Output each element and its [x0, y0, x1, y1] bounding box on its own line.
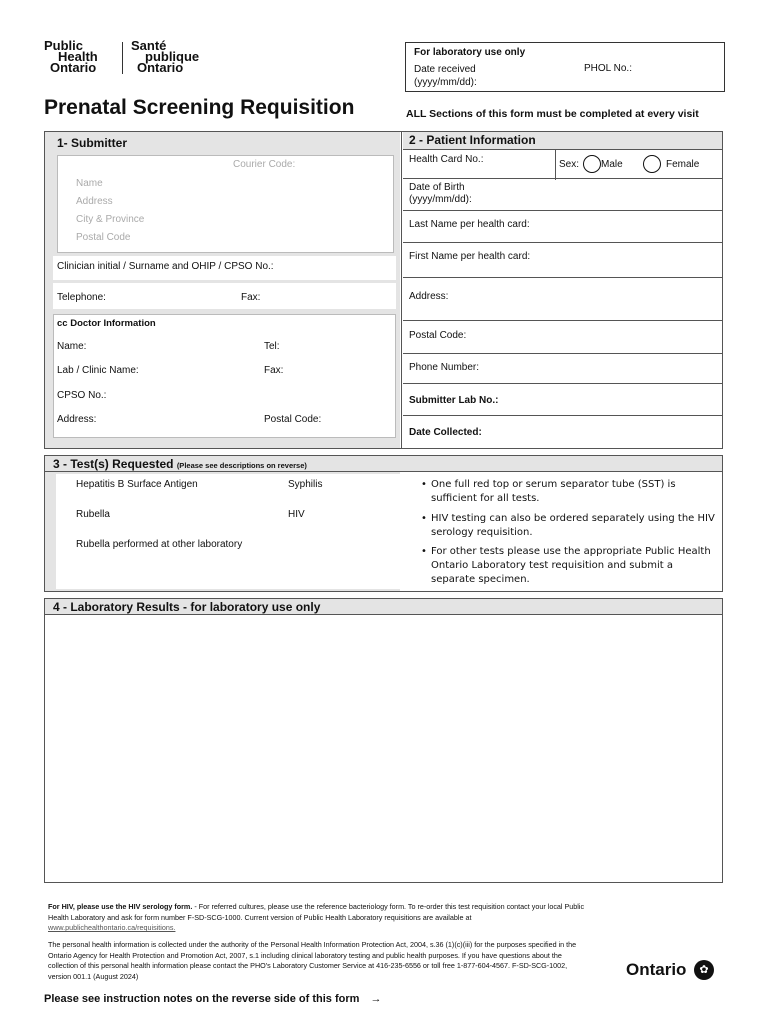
trillium-icon: ✿: [694, 960, 714, 980]
test-hepatitis-b[interactable]: Hepatitis B Surface Antigen: [76, 479, 198, 490]
note-bullet-3: [421, 545, 716, 587]
test-rubella-other-lab[interactable]: Rubella performed at other laboratory: [76, 539, 243, 550]
health-card-row: [403, 149, 723, 179]
last-name-label: Last Name per health card:: [409, 219, 530, 230]
telephone-field[interactable]: Telephone:: [57, 292, 106, 303]
submitter-lab-row[interactable]: [403, 384, 723, 416]
logo-text: Health: [58, 49, 98, 64]
dob-text: Date of Birth: [409, 182, 465, 193]
bullet-icon: •: [421, 513, 427, 524]
section3-title-text: 3 - Test(s) Requested: [53, 457, 174, 471]
address-row[interactable]: [403, 278, 723, 321]
reverse-side-note: [44, 993, 382, 1005]
health-card-field[interactable]: Health Card No.:: [409, 154, 484, 165]
arrow-right-icon: →: [370, 993, 382, 1005]
note-text: One full red top or serum separator tube (SST) is sufficient for all tests.: [431, 479, 676, 504]
female-radio[interactable]: [643, 155, 661, 173]
section2-title: 2 - Patient Information: [409, 133, 536, 147]
cc-postal-field[interactable]: Postal Code:: [264, 414, 322, 425]
cc-name-field[interactable]: Name:: [57, 341, 87, 352]
test-syphilis[interactable]: Syphilis: [288, 479, 323, 490]
address-placeholder: Address: [76, 196, 113, 207]
postal-row[interactable]: [403, 321, 723, 354]
telephone-fax-row: [53, 283, 396, 309]
date-collected-label: Date Collected:: [409, 427, 482, 438]
note-bullet-2: [421, 512, 716, 540]
city-province-placeholder: City & Province: [76, 214, 145, 225]
reverse-side-text: Please see instruction notes on the reverse side of this form: [44, 993, 360, 1005]
test-hiv[interactable]: HIV: [288, 509, 305, 520]
courier-code-placeholder: Courier Code:: [233, 159, 296, 170]
pho-logo-french: [131, 40, 199, 73]
submitter-lab-label: Submitter Lab No.:: [409, 395, 499, 406]
clinician-field[interactable]: [53, 256, 396, 280]
note-bullet-1: [421, 478, 716, 506]
logo-text: Santé: [131, 38, 167, 53]
logo-divider: [122, 42, 123, 74]
lab-use-title: For laboratory use only: [414, 47, 526, 58]
section3-header: [44, 455, 723, 472]
cc-cpso-field[interactable]: CPSO No.:: [57, 390, 107, 401]
cc-lab-clinic-field[interactable]: Lab / Clinic Name:: [57, 365, 139, 376]
cc-doctor-title: cc Doctor Information: [57, 318, 156, 329]
clinician-label: Clinician initial / Surname and OHIP / CPSO No.:: [57, 261, 274, 272]
section4-title: 4 - Laboratory Results - for laboratory use only: [53, 600, 321, 614]
sex-label: Sex:: [559, 159, 580, 170]
tests-list: [56, 474, 400, 589]
section3-note: (Please see descriptions on reverse): [176, 461, 307, 470]
pho-logo-english: [44, 40, 98, 73]
all-sections-notice: ALL Sections of this form must be completed at every visit: [406, 108, 699, 120]
date-received-label: Date received: [414, 64, 476, 75]
postal-label: Postal Code:: [409, 330, 467, 341]
footer-paragraph-1: [48, 902, 588, 934]
cc-fax-field[interactable]: Fax:: [264, 365, 284, 376]
dob-format: (yyyy/mm/dd):: [409, 194, 472, 205]
first-name-label: First Name per health card:: [409, 251, 531, 262]
section1-title: 1- Submitter: [57, 136, 128, 150]
cc-doctor-box: [53, 314, 396, 438]
section4-header: [44, 598, 723, 615]
submitter-address-box[interactable]: [57, 155, 394, 253]
logo-text: Ontario: [50, 60, 97, 75]
divider: [555, 150, 556, 180]
dob-label: [409, 182, 472, 206]
date-collected-row[interactable]: [403, 416, 723, 448]
female-label: Female: [666, 159, 700, 170]
male-label: Male: [601, 159, 623, 170]
phone-row[interactable]: [403, 354, 723, 384]
test-rubella[interactable]: Rubella: [76, 509, 110, 520]
section-divider: [401, 131, 402, 449]
logo-text: publique: [145, 49, 200, 64]
phone-label: Phone Number:: [409, 362, 480, 373]
page-title: Prenatal Screening Requisition: [44, 96, 355, 119]
dob-row[interactable]: [403, 179, 723, 211]
male-radio[interactable]: [583, 155, 601, 173]
section2-header: [403, 132, 722, 149]
phol-number-field[interactable]: PHOL No.:: [584, 63, 632, 74]
lab-results-area: [44, 614, 723, 883]
requisitions-link[interactable]: www.publichealthontario.ca/requisitions.: [48, 923, 176, 932]
fax-field[interactable]: Fax:: [241, 292, 261, 303]
name-placeholder: Name: [76, 178, 103, 189]
footer-text: - For referred cultures, please use the reference bacteriology form. To re-order this test requisition contact your local Public Health Laboratory and ask for form number F-SD-SCG-1000. Current version of Public Health Laboratory requisitions are available at: [48, 902, 585, 922]
lab-use-box: [405, 42, 725, 92]
note-text: For other tests please use the appropriate Public Health Ontario Laboratory test requisition and submit a separate specimen.: [431, 546, 711, 585]
ontario-logo-text: Ontario: [626, 960, 687, 979]
bullet-icon: •: [421, 546, 427, 557]
cc-address-field[interactable]: Address:: [57, 414, 97, 425]
date-received-field[interactable]: [414, 63, 477, 89]
cc-tel-field[interactable]: Tel:: [264, 341, 280, 352]
section1-header: [45, 132, 400, 152]
last-name-row[interactable]: [403, 211, 723, 243]
bullet-icon: •: [421, 479, 427, 490]
date-format-label: (yyyy/mm/dd):: [414, 77, 477, 88]
section2-body: [403, 149, 723, 448]
footer-paragraph-2: The personal health information is collected under the authority of the Personal Health Information Protection Act, 2004, s.36 (1)(c)(iii) for the purposes specified in the Ontario Agency for Health Protection and Promotion Act, 2007, s.1 including clinical laboratory testing and public health purposes. If you have questions about the collection of this personal health information please contact the PHO's Laboratory Customer Service at 416-235-6556 or toll free 1-877-604-4567. F-SD-SCG-1002, version 001.1 (August 2024): [48, 940, 577, 981]
address-label: Address:: [409, 291, 449, 302]
logo-text: Public: [44, 38, 84, 53]
footer-hiv-note: For HIV, please use the HIV serology form.: [48, 902, 193, 911]
postal-code-placeholder: Postal Code: [76, 232, 131, 243]
first-name-row[interactable]: [403, 243, 723, 278]
logo-text: Ontario: [137, 60, 184, 75]
note-text: HIV testing can also be ordered separately using the HIV serology requisition.: [431, 513, 715, 538]
section3-title: [53, 457, 307, 471]
